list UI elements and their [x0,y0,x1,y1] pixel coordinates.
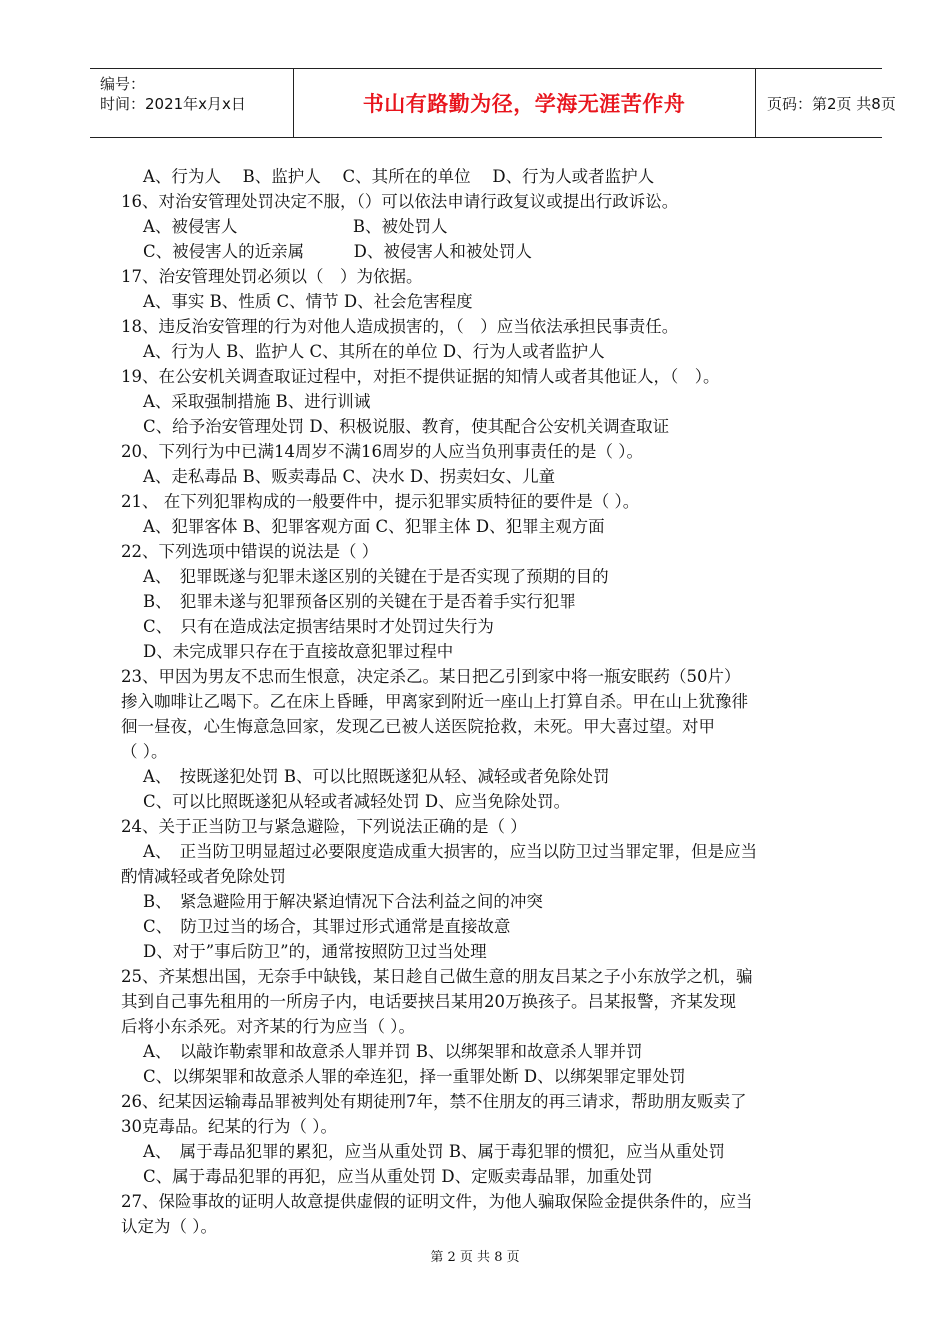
text-line: B、 紧急避险用于解决紧迫情况下合法利益之间的冲突 [143,892,543,911]
text-line: C、可以比照既遂犯从轻或者减轻处罚 D、应当免除处罚。 [143,792,571,811]
motto: 书山有路勤为径，学海无涯苦作舟 [362,92,686,116]
text-line: D、未完成罪只存在于直接故意犯罪过程中 [143,642,454,661]
text-line: 后将小东杀死。对齐某的行为应当（ ）。 [121,1017,415,1036]
text-line: C、给予治安管理处罚 D、积极说服、教育，使其配合公安机关调查取证 [143,417,670,436]
text-line: A、被侵害人 B、被处罚人 [143,217,448,236]
text-line: 23、甲因为男友不忠而生恨意，决定杀乙。某日把乙引到家中将一瓶安眠药（50片） [121,667,741,686]
text-line: 徊一昼夜，心生悔意急回家，发现乙已被人送医院抢救，未死。甲大喜过望。对甲 [121,717,715,736]
text-line: （ ）。 [121,742,168,761]
text-line: 认定为（ ）。 [121,1217,217,1236]
text-line: 27、保险事故的证明人故意提供虚假的证明文件，为他人骗取保险金提供条件的，应当 [121,1192,753,1211]
text-line: 20、下列行为中已满14周岁不满16周岁的人应当负刑事责任的是（ ）。 [121,442,643,461]
page-header [90,68,896,138]
text-line: A、 犯罪既遂与犯罪未遂区别的关键在于是否实现了预期的目的 [143,567,609,586]
text-line: 17、治安管理处罚必须以（ ）为依据。 [121,267,423,286]
text-line: A、采取强制措施 B、进行训诫 [143,392,371,411]
text-line: 26、纪某因运输毒品罪被判处有期徒刑7年，禁不住朋友的再三请求，帮助朋友贩卖了 [121,1092,747,1111]
text-line: A、 属于毒品犯罪的累犯，应当从重处罚 B、属于毒犯罪的惯犯，应当从重处罚 [143,1142,726,1161]
text-line: 30克毒品。纪某的行为（ ）。 [121,1117,337,1136]
time-label: 时间：2021年x月x日 [100,95,246,113]
text-line: 18、违反治安管理的行为对他人造成损害的，（ ）应当依法承担民事责任。 [121,317,679,336]
number-label: 编号： [100,75,146,93]
text-line: 22、下列选项中错误的说法是（ ） [121,542,379,561]
text-line: A、 以敲诈勒索罪和故意杀人罪并罚 B、以绑架罪和故意杀人罪并罚 [143,1042,643,1061]
text-line: A、走私毒品 B、贩卖毒品 C、决水 D、拐卖妇女、儿童 [143,467,556,486]
text-line: A、行为人 B、监护人 C、其所在的单位 D、行为人或者监护人 [143,167,655,186]
text-line: C、属于毒品犯罪的再犯，应当从重处罚 D、定贩卖毒品罪，加重处罚 [143,1167,653,1186]
text-line: A、 正当防卫明显超过必要限度造成重大损害的，应当以防卫过当罪定罪，但是应当 [143,842,758,861]
text-line: 19、在公安机关调查取证过程中，对拒不提供证据的知情人或者其他证人，（ ）。 [121,367,720,386]
text-line: A、行为人 B、监护人 C、其所在的单位 D、行为人或者监护人 [143,342,605,361]
text-line: 16、对治安管理处罚决定不服，（）可以依法申请行政复议或提出行政诉讼。 [121,192,679,211]
text-line: D、对于”事后防卫”的，通常按照防卫过当处理 [143,942,487,961]
text-line: B、 犯罪未遂与犯罪预备区别的关键在于是否着手实行犯罪 [143,592,576,611]
text-line: C、被侵害人的近亲属 D、被侵害人和被处罚人 [143,242,532,261]
page-code: 页码：第2页 共8页 [767,94,896,113]
text-line: 其到自己事先租用的一所房子内，电话要挟吕某用20万换孩子。吕某报警，齐某发现 [121,992,736,1011]
header-page-cell [755,69,896,137]
text-line: 24、关于正当防卫与紧急避险，下列说法正确的是（ ） [121,817,527,836]
text-line: C、 只有在造成法定损害结果时才处罚过失行为 [143,617,494,636]
text-line: C、 防卫过当的场合，其罪过形式通常是直接故意 [143,917,511,936]
text-line: A、 按既遂犯处罚 B、可以比照既遂犯从轻、减轻或者免除处罚 [143,767,610,786]
text-line: 酌情减轻或者免除处罚 [121,867,286,886]
text-line: C、以绑架罪和故意杀人罪的牵连犯，择一重罪处断 D、以绑架罪定罪处罚 [143,1067,686,1086]
text-line: 掺入咖啡让乙喝下。乙在床上昏睡，甲离家到附近一座山上打算自杀。甲在山上犹豫徘 [121,692,748,711]
page-footer: 第 2 页 共 8 页 [430,1250,520,1265]
text-line: 25、齐某想出国，无奈手中缺钱，某日趁自己做生意的朋友吕某之子小东放学之机，骗 [121,967,753,986]
text-line: 21、 在下列犯罪构成的一般要件中，提示犯罪实质特征的要件是（ ）。 [121,492,640,511]
text-line: A、犯罪客体 B、犯罪客观方面 C、犯罪主体 D、犯罪主观方面 [143,517,605,536]
text-line: A、事实 B、性质 C、情节 D、社会危害程度 [143,292,473,311]
header-meta-cell [90,69,294,137]
header-motto-cell [293,69,756,137]
